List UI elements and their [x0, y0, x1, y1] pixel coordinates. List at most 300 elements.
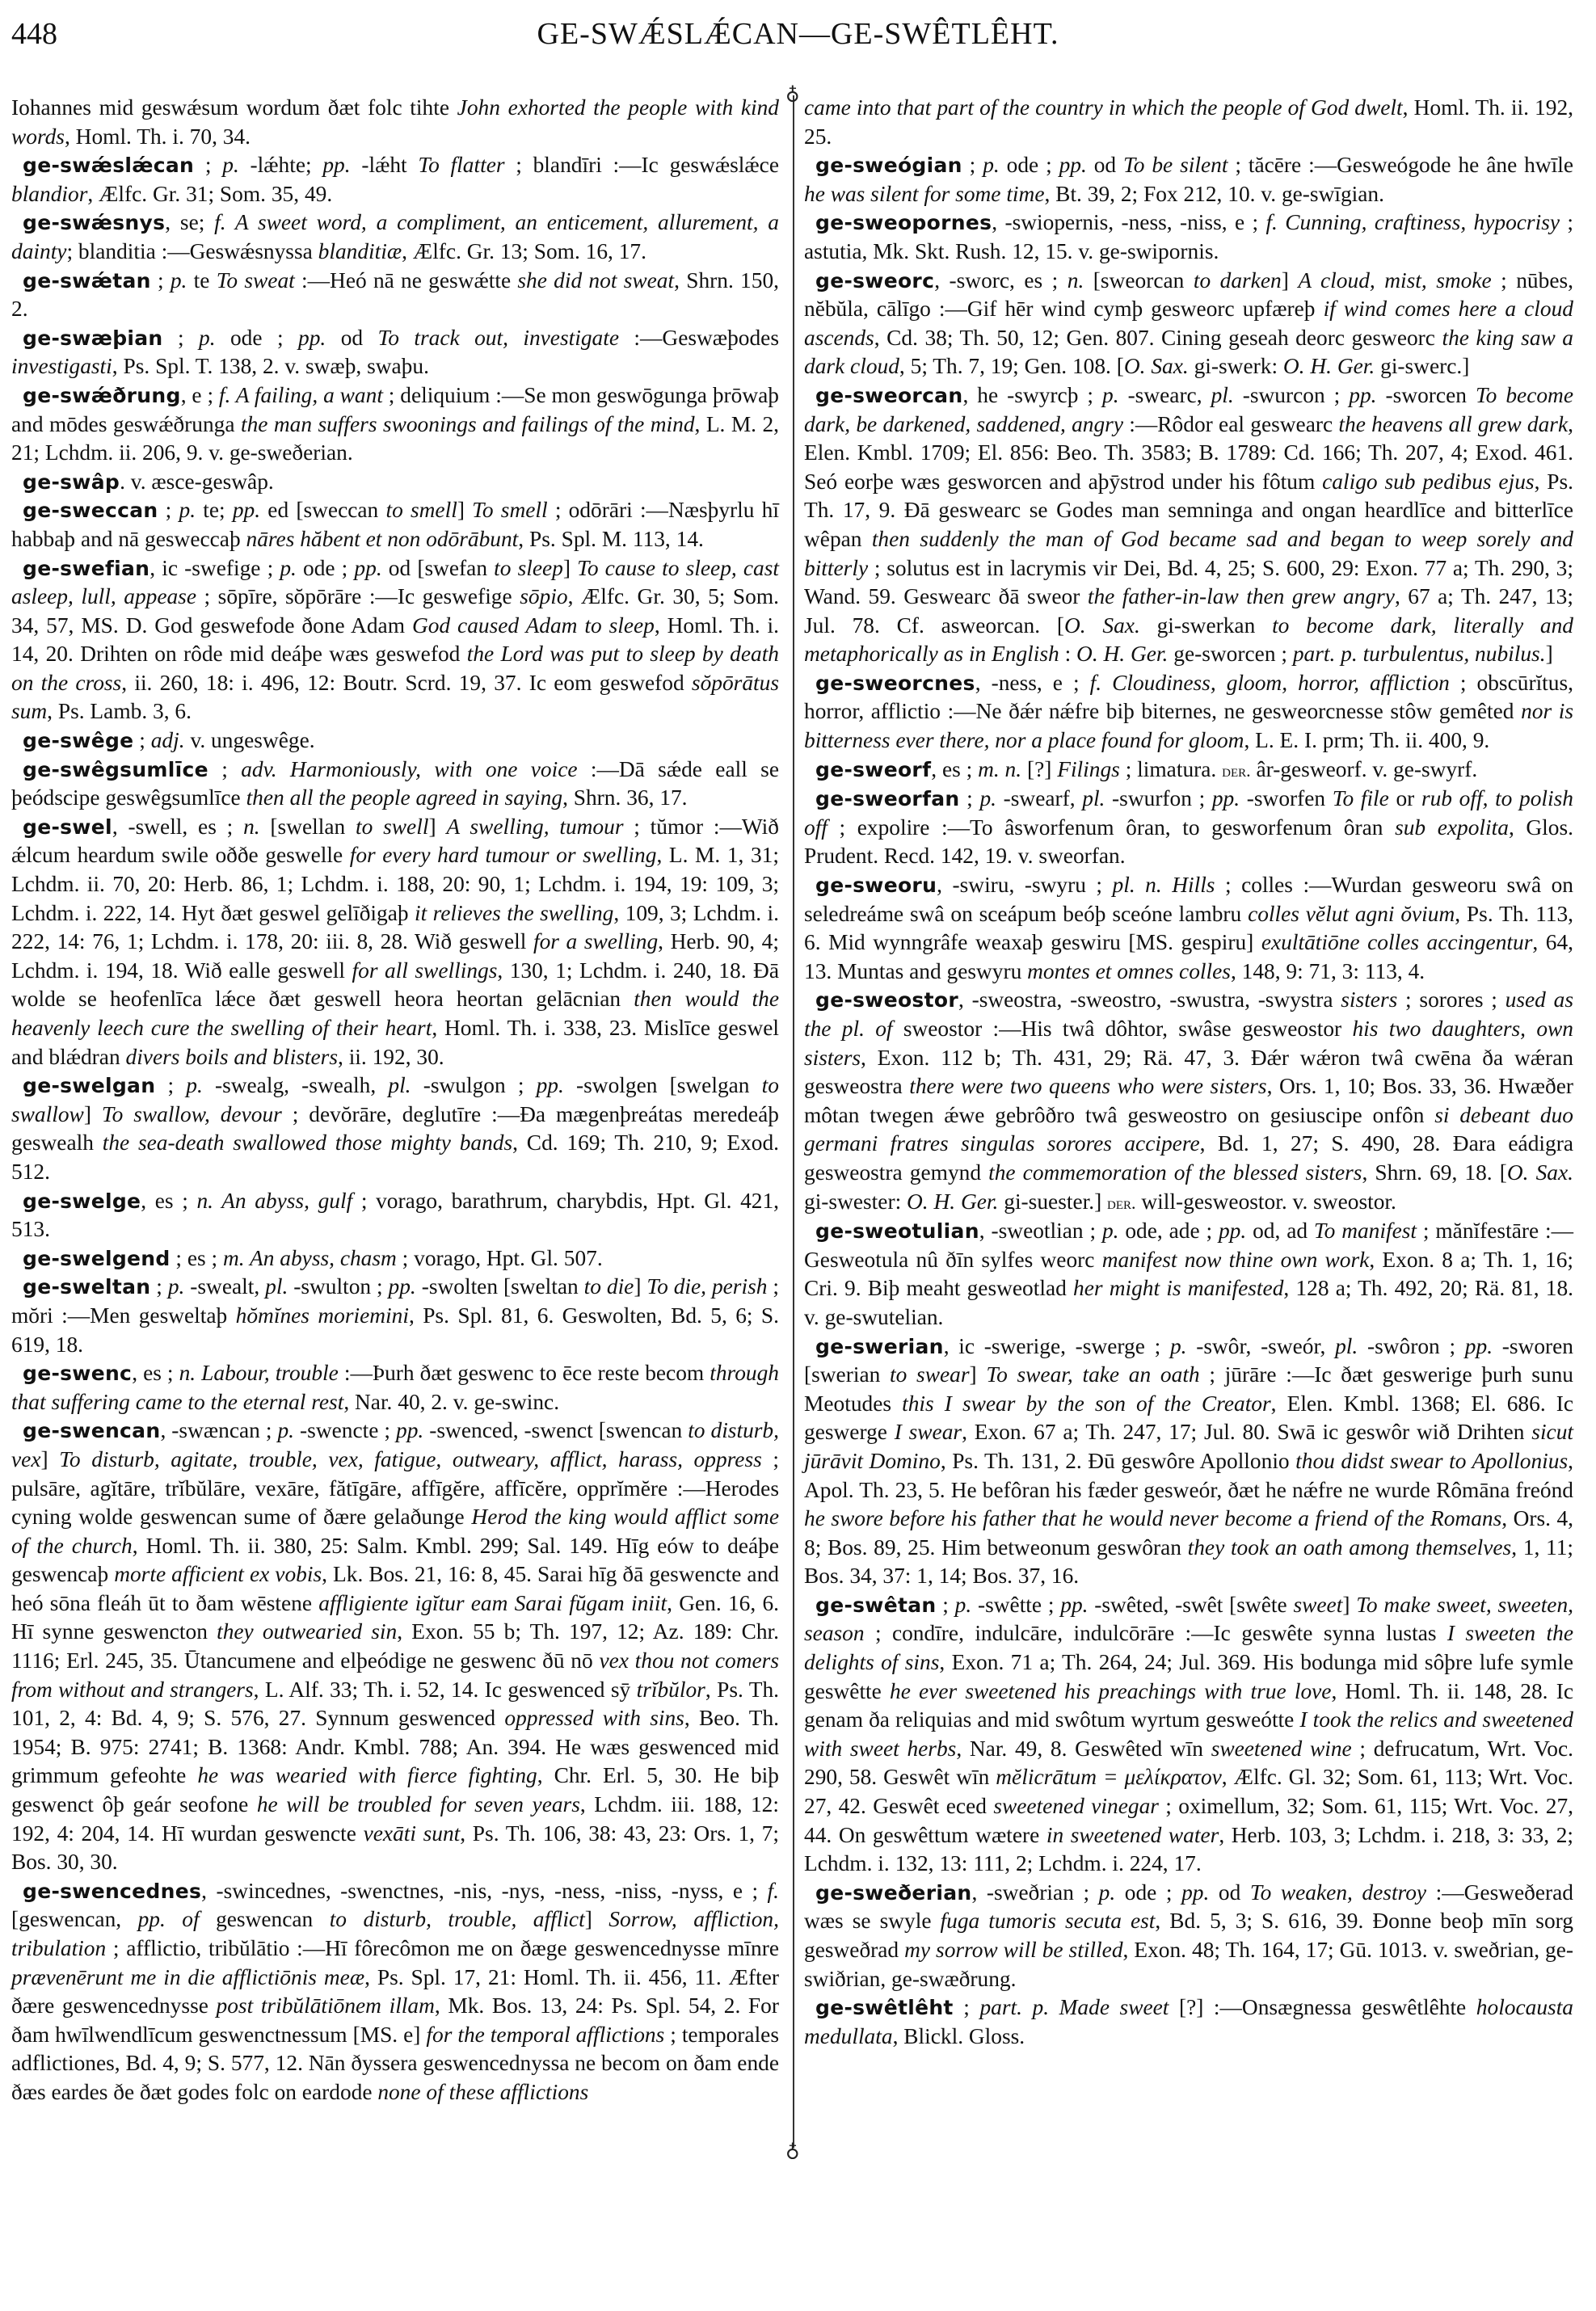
italic-text: vex thou not comers from without and strangers	[11, 1648, 779, 1702]
entry-text: , Ps. Th. 113, 6. Mid wynngrâfe weaxaþ geswiru [MS. gespiru]	[804, 901, 1573, 955]
column-divider	[793, 95, 794, 2148]
dictionary-entry	[11, 324, 779, 381]
italic-text: then all the people agreed in saying	[246, 785, 563, 810]
entry-text: , Ælfc. Gr. 31; Som. 35, 49.	[87, 181, 333, 206]
headword: ge-swencan	[23, 1419, 161, 1443]
dictionary-entry	[804, 986, 1573, 1217]
entry-text: ;	[155, 1073, 187, 1098]
entry-text: , Ps. Th. 17, 9. Ðā geswearc se Godes man semninga and ongan heardlīce and bitterlīce wêpan	[804, 469, 1574, 551]
italic-text: rub off, to polish off	[804, 786, 1573, 840]
italic-text: pp.	[232, 498, 261, 523]
entry-text: te;	[196, 498, 233, 523]
entry-text: , Mk. Bos. 13, 24: Ps. Spl. 54, 2. For ðam hwīlwendlīcum geswenctnessum [MS. e]	[11, 1993, 779, 2047]
italic-text: f. A sweet word, a compliment, an enticement, allurement, a dainty	[11, 210, 779, 263]
italic-text: vexāti sunt	[363, 1821, 461, 1846]
headword: ge-sweccan	[23, 499, 158, 523]
entry-text: ;	[194, 153, 223, 178]
entry-text: ; deliquium :—Se mon geswōgunga þrōwaþ and mōdes geswǽðrunga	[11, 382, 779, 436]
entry-text: gi-suester.]	[998, 1189, 1108, 1214]
entry-text: , -sweotlian ;	[979, 1219, 1102, 1244]
entry-text: -sworcen	[1376, 382, 1476, 407]
italic-text: I took the relics and sweetened with sweet herbs	[804, 1707, 1573, 1761]
entry-text: , Ps. Th. 131, 2. Ðū geswôre Apollonio	[940, 1448, 1296, 1473]
entry-text: :—Heó nā ne geswǽtte	[294, 267, 518, 293]
italic-text: divers boils and blisters	[125, 1044, 338, 1069]
italic-text: the heavens all grew dark	[1338, 411, 1569, 436]
italic-text: pp.	[1181, 1880, 1210, 1905]
entry-text: od, ad	[1246, 1219, 1314, 1244]
entry-text: [sweorcan	[1084, 267, 1194, 293]
entry-text: , Homl. Th. ii. 192, 25.	[804, 95, 1573, 149]
entry-text: ; es ;	[170, 1245, 224, 1270]
entry-text: , Ps. Th. 101, 2, 4: Bd. 4, 9; S. 576, 27. Synnum geswenced	[11, 1677, 779, 1731]
italic-text: pl.	[1082, 786, 1105, 811]
italic-text: p.	[170, 267, 187, 293]
entry-text: , Ælfc. Gr. 13; Som. 16, 17.	[402, 238, 646, 263]
entry-text: , 64, 13. Muntas and geswyru	[804, 930, 1573, 983]
dictionary-entry	[804, 151, 1573, 208]
entry-text: -swencte ;	[294, 1418, 397, 1443]
italic-text: to swallow	[11, 1073, 779, 1126]
italic-text: blanditiæ	[318, 238, 402, 263]
headword: ge-sweorfan	[815, 787, 960, 811]
italic-text: f. Cunning, craftiness, hypocrisy	[1265, 210, 1560, 235]
entry-text: :—Dā sǽde eall se þeódscipe geswêgsumlīce	[11, 756, 779, 810]
entry-text: ;	[150, 1274, 168, 1299]
divider-ornament-top-icon: ♁	[785, 83, 800, 104]
entry-text: -swolgen [swelgan	[563, 1073, 762, 1098]
italic-text: adj.	[150, 728, 185, 753]
italic-text: there were two queens who were sisters	[909, 1074, 1267, 1099]
entry-text: -swealt,	[184, 1274, 266, 1299]
italic-text: the father-in-law then grew angry	[1087, 584, 1395, 609]
entry-text: , Ps. Spl. 17, 21: Homl. Th. ii. 456, 11. Æfter ðære geswencednysse	[11, 1964, 780, 2018]
entry-text: , Ps. Th. 106, 38: 43, 23: Ors. 1, 7; Bos. 30, 30.	[11, 1821, 779, 1875]
entry-text: geswencan	[199, 1907, 330, 1932]
entry-text: , L. M. 2, 21; Lchdm. ii. 206, 9. v. ge-sweðerian.	[11, 411, 779, 465]
entry-text: , es ;	[141, 1188, 197, 1213]
italic-text: O. H. Ger.	[1076, 642, 1169, 667]
italic-text: pl.	[388, 1073, 411, 1098]
headword: ge-swelge	[23, 1189, 141, 1213]
dictionary-entry	[804, 785, 1573, 871]
italic-text: m. n.	[978, 756, 1022, 781]
page-header	[11, 16, 1585, 65]
italic-text: exultātiōne colles accingentur	[1261, 930, 1533, 955]
italic-text: p.	[1169, 1333, 1187, 1358]
italic-text: to swell	[356, 814, 429, 839]
entry-text: od	[1086, 153, 1124, 178]
italic-text: n. Labour, trouble	[179, 1361, 339, 1386]
entry-text: , Cd. 169; Th. 210, 9; Exod. 512.	[11, 1130, 780, 1184]
entry-text: , ic -swefige ;	[149, 555, 280, 580]
entry-text: , Lk. Bos. 21, 16: 8, 45. Sarai hīg ðā geswencte and heó sōna fleáh ūt to ðam wēstene	[11, 1562, 779, 1615]
entry-text: , Exon. 67 a; Th. 247, 17; Jul. 80. Swā ic geswôr wið Drihten	[962, 1420, 1532, 1445]
entry-text: :—Gesweðerad wæs se swyle	[804, 1880, 1573, 1934]
headword: ge-sweorf	[815, 757, 932, 781]
headword: ge-sweostor	[815, 988, 958, 1012]
entry-text: ; colles :—Wurdan gesweoru swâ on seledreáme swâ on sceápum beóþ sceóne lambru	[804, 873, 1573, 926]
italic-text: pp.	[1211, 786, 1240, 811]
entry-text: ;	[150, 267, 171, 293]
entry-text: , L. Alf. 33; Th. i. 52, 14. Ic geswenced sȳ	[253, 1677, 637, 1702]
entry-text: , es ;	[931, 756, 979, 781]
entry-text: , L. E. I. prm; Th. ii. 400, 9.	[1244, 728, 1490, 753]
italic-text: used as the pl. of	[804, 987, 1573, 1041]
entry-text: te	[187, 267, 217, 293]
headword: ge-sweðerian	[815, 1880, 972, 1905]
entry-text: , Homl. Th. i. 70, 34.	[64, 124, 251, 149]
entry-text: ]	[584, 1907, 609, 1932]
italic-text: thou didst swear to Apollonius	[1295, 1448, 1569, 1473]
italic-text: sŏpōrātus sum	[11, 670, 779, 724]
entry-text: -swôron ;	[1358, 1333, 1465, 1358]
italic-text: to swear	[890, 1362, 970, 1387]
entry-text: ode ;	[1115, 1880, 1182, 1905]
italic-text: this I swear by the son of the Creator	[902, 1391, 1271, 1416]
italic-text: prævenērunt me in die afflictiōnis meæ	[11, 1964, 365, 1989]
italic-text: p.	[1102, 382, 1119, 407]
italic-text: mĕlicrātum = μελίκρατον	[996, 1765, 1222, 1790]
headword: ge-swelgend	[23, 1246, 171, 1270]
entry-text: -swurcon ;	[1233, 382, 1350, 407]
italic-text: sweetened wine	[1211, 1736, 1352, 1761]
italic-text: m. An abyss, chasm	[223, 1245, 397, 1270]
headword: ge-sweorcan	[815, 383, 963, 407]
italic-text: for a swelling	[533, 929, 659, 954]
entry-text: , -sweostra, -sweostro, -swustra, -swystra	[958, 987, 1341, 1012]
entry-text: :—Geswæþodes	[619, 325, 779, 350]
entry-text: ]	[1281, 267, 1299, 293]
entry-text: ; pulsāre, agĭtāre, trĭbŭlāre, vexāre, fătīgāre, affīgĕre, affīcĕre, opprĭmĕre :—Herodes cyning wolde geswencan sume of ðære gelaðunge	[11, 1446, 779, 1530]
entry-text: , Ælfc. Gr. 30, 5; Som. 34, 57, MS. D. God geswefode ðone Adam	[11, 584, 779, 638]
dictionary-entry	[804, 669, 1573, 756]
italic-text: to disturb, trouble, afflict	[329, 1907, 585, 1932]
page-number: 448	[11, 17, 57, 51]
divider-ornament-bottom-icon: ♁	[785, 2141, 800, 2162]
italic-text: in sweetened water	[1046, 1822, 1219, 1847]
entry-text: Iohannes mid geswǽsum wordum ðæt folc tihte	[11, 95, 457, 120]
italic-text: caligo sub pedibus ejus	[1322, 469, 1535, 494]
entry-text: -swearf,	[996, 786, 1083, 811]
entry-text: ]	[634, 1274, 647, 1299]
entry-text: , Bd. 1, 27; S. 490, 28. Ðara eádigra gesweostra gemynd	[804, 1131, 1573, 1185]
entry-text: , Shrn. 36, 17.	[562, 785, 688, 810]
entry-text: ]	[969, 1362, 987, 1387]
entry-text: , Herb. 90, 4; Lchdm. i. 194, 18. Wið ealle geswell	[11, 929, 779, 983]
entry-text: , Ps. Spl. T. 138, 2. v. swæþ, swaþu.	[112, 354, 429, 379]
italic-text: pp.	[354, 555, 382, 580]
entry-text: ;	[962, 153, 983, 178]
entry-text: -sworfen	[1240, 786, 1333, 811]
headword: ge-swâp	[23, 469, 120, 494]
italic-text: O. Sax.	[1506, 1160, 1573, 1185]
italic-text: pp. of	[137, 1907, 200, 1932]
entry-text: , Herb. 103, 3; Lchdm. i. 218, 3: 33, 2; Lchdm. i. 132, 13: 111, 2; Lchdm. i. 224, 17.	[804, 1822, 1574, 1876]
dictionary-entry	[11, 468, 779, 497]
italic-text: sōpio	[520, 584, 568, 609]
entry-text: -lǽht	[350, 153, 419, 178]
entry-text: , he -swyrcþ ;	[962, 382, 1103, 407]
italic-text: post tribŭlātiōnem illam	[216, 1993, 435, 2018]
entry-text: , -sworc, es ;	[934, 267, 1068, 293]
entry-text: -swealg, -swealh,	[202, 1073, 389, 1098]
dictionary-entry	[804, 1993, 1573, 2051]
entry-text: , Nar. 49, 8. Geswêted wīn	[956, 1736, 1211, 1761]
italic-text: To be silent	[1123, 153, 1228, 178]
dictionary-entry	[11, 554, 779, 727]
entry-text: [?] :—Onsægnessa geswêtlêhte	[1169, 1995, 1476, 2020]
italic-text: O. Sax.	[1063, 612, 1140, 638]
entry-text: -swenced, -swenct [swencan	[423, 1418, 689, 1443]
entry-text: ; limatura.	[1119, 756, 1223, 781]
italic-text: To swallow, devour	[101, 1101, 282, 1126]
entry-text: , -ness, e ;	[975, 670, 1090, 695]
entry-text: , Exon. 8 a; Th. 1, 16; Cri. 9. Biþ meaht gesweotlad	[804, 1247, 1574, 1301]
headword: ge-swǽðrung	[23, 383, 181, 407]
entry-text: ; blandīri :—Ic geswǽslǽce	[504, 153, 779, 178]
entry-text: , 130, 1; Lchdm. i. 240, 18. Ðā wolde se heofenlīca lǽce ðæt geswell heora heortan gelācnian	[11, 958, 779, 1012]
headword: ge-swǽsnys	[23, 211, 166, 235]
entry-text: , ii. 260, 18: i. 496, 12: Boutr. Scrd. 19, 37. Ic eom geswefod	[121, 670, 692, 695]
dictionary-entry	[11, 1187, 779, 1244]
entry-text: ode ;	[215, 325, 299, 350]
italic-text: To become dark, be darkened, saddened, angry	[804, 382, 1573, 436]
entry-text: , Lchdm. iii. 188, 12: 192, 4: 204, 14. Hī wurdan geswencte	[11, 1792, 779, 1846]
dictionary-entry	[11, 267, 779, 324]
italic-text: pl.	[1335, 1333, 1358, 1358]
entry-text: ]	[562, 555, 578, 580]
italic-text: f. Cloudiness, gloom, horror, affliction	[1089, 670, 1450, 695]
italic-text: God caused Adam to sleep	[411, 612, 655, 638]
entry-text: :—Þurh ðæt geswenc to ēce reste becom	[338, 1361, 710, 1386]
entry-text: gi-swerk:	[1188, 354, 1283, 379]
headword: ge-sweorcnes	[815, 671, 975, 695]
italic-text: To manifest	[1313, 1219, 1417, 1244]
italic-text: pp.	[1060, 1592, 1089, 1617]
headword: ge-swêge	[23, 729, 134, 753]
headword: ge-swêtlêht	[815, 1996, 954, 2020]
entry-text: , Homl. Th. ii. 380, 25: Salm. Kmbl. 299; Sal. 149. Hīg eów to deáþe geswencaþ	[11, 1533, 779, 1587]
italic-text: nor is bitterness ever there, nor a place found for gloom	[804, 699, 1573, 753]
entry-text: ; devŏrāre, deglutīre :—Ða mægenþreátas meredeáþ geswealh	[11, 1101, 779, 1156]
italic-text: p.	[983, 153, 1000, 178]
italic-text: sisters	[1341, 987, 1398, 1012]
headword: ge-swelgan	[23, 1074, 156, 1098]
left-column	[11, 94, 779, 2107]
entry-text: , Elen. Kmbl. 1368; El. 686. Ic geswerge	[804, 1391, 1574, 1445]
entry-text: ;	[162, 325, 200, 350]
italic-text: p.	[199, 325, 216, 350]
headword: ge-swæþian	[23, 326, 163, 350]
dictionary-entry	[11, 381, 779, 468]
entry-text: ode ;	[999, 153, 1059, 178]
entry-text: , Homl. Th. i. 338, 23. Mislīce geswel and blǽdran	[11, 1016, 779, 1069]
dictionary-entry	[804, 1879, 1573, 1993]
entry-text: -swêted, -swêt [swête	[1088, 1592, 1294, 1617]
italic-text: investigasti	[11, 354, 112, 379]
italic-text: To file	[1332, 786, 1389, 811]
headword: ge-swenc	[23, 1362, 133, 1386]
headword: ge-sweltan	[23, 1275, 151, 1299]
entry-text: âr-gesweorf. v. ge-swyrf.	[1250, 756, 1478, 781]
entry-text: , Bt. 39, 2; Fox 212, 10. v. ge-swīgian.	[1044, 181, 1384, 206]
entry-text: , Apol. Th. 23, 5. He befôran his fæder gesweór, ðæt he nǽfre ne wurde Rômāna freónd	[804, 1448, 1573, 1502]
italic-text: it relieves the swelling	[415, 900, 614, 925]
dictionary-entry	[11, 756, 779, 813]
entry-text: , Gen. 16, 6. Hī synne geswencton	[11, 1590, 779, 1644]
dictionary-entry	[11, 151, 779, 208]
entry-text: . v. æsce-geswâp.	[120, 469, 274, 494]
headword: ge-swêgsumlīce	[23, 757, 208, 781]
entry-text: , 148, 9: 71, 3: 113, 4.	[1230, 958, 1425, 983]
entry-text: ed [sweccan	[260, 498, 386, 523]
entry-text: od	[326, 325, 378, 350]
entry-text: , L. M. 1, 31; Lchdm. ii. 70, 20: Herb. 86, 1; Lchdm. i. 188, 20: 90, 1; Lchdm. i. 194, 19: 109, 3; Lchdm. i. 222, 14. Hyt ðæt geswel gelīðigaþ	[11, 843, 779, 925]
entry-text: ]	[83, 1101, 102, 1126]
entry-text: :—Rôdor eal geswearc	[1123, 411, 1339, 436]
italic-text: to become dark, literally and metaphorically as in English	[804, 612, 1574, 667]
dictionary-entry	[804, 208, 1573, 266]
entry-text: ; sōpīre, sŏpōrāre :—Ic geswefige	[196, 584, 520, 609]
italic-text: I swear	[894, 1420, 962, 1445]
italic-text: John exhorted the people with kind words	[11, 95, 780, 149]
italic-text: none of these afflictions	[377, 2079, 589, 2104]
italic-text: he swore before his father that he would never become a friend of the Romans	[804, 1506, 1502, 1531]
entry-text: , Exon. 48; Th. 164, 17; Gū. 1013. v. sweðrian, ge-swiðrian, ge-swæðrung.	[804, 1938, 1573, 1991]
italic-text: A cloud, mist, smoke	[1298, 267, 1492, 293]
entry-text: , es ;	[132, 1361, 179, 1386]
italic-text: my sorrow will be stilled	[904, 1938, 1123, 1962]
entry-text: [geswencan,	[11, 1907, 138, 1932]
entry-text: -swôr, -sweór,	[1186, 1333, 1336, 1358]
headword: ge-swefian	[23, 556, 150, 580]
headword: ge-swerian	[815, 1334, 944, 1358]
entry-text: , se;	[165, 210, 215, 235]
entry-text: ;	[158, 498, 179, 523]
headword: ge-sweógian	[815, 154, 962, 178]
dictionary-entry	[804, 1591, 1573, 1879]
entry-text: ; sorores ;	[1397, 987, 1505, 1012]
italic-text: n.	[1067, 267, 1084, 293]
italic-text: morte afficient ex vobis	[114, 1562, 322, 1587]
headword: ge-sweopornes	[815, 211, 992, 235]
entry-text: ;	[208, 756, 242, 781]
entry-text: ; blanditia :—Geswǽsnyssa	[66, 238, 318, 263]
dictionary-entry	[11, 1071, 779, 1186]
entry-text: ]	[40, 1446, 60, 1471]
entry-text: , Homl. Th. i. 14, 20. Drihten on rôde mid deáþe wæs geswefod	[11, 612, 779, 667]
italic-text: he ever sweetened his preachings with true love	[890, 1678, 1332, 1703]
italic-text: pp.	[396, 1418, 424, 1443]
entry-text: ; vorago, barathrum, charybdis, Hpt. Gl. 421, 513.	[11, 1188, 780, 1242]
italic-text: pl.	[1211, 382, 1234, 407]
entry-text: ; oximellum, 32; Som. 61, 115; Wrt. Voc. 27, 44. On geswêttum wætere	[804, 1794, 1573, 1847]
italic-text: To die, perish	[646, 1274, 768, 1299]
italic-text: pp.	[536, 1073, 564, 1098]
entry-text: -swêtte ;	[971, 1592, 1061, 1617]
dictionary-entry	[804, 1332, 1573, 1591]
small-caps-text: der.	[1222, 760, 1251, 781]
italic-text: p.	[979, 786, 996, 811]
italic-text: adv. Harmoniously, with one voice	[241, 756, 578, 781]
entry-text: ; defrucatum, Wrt. Voc. 290, 58. Geswêt wīn	[804, 1736, 1573, 1790]
entry-text: , Ors. 1, 10; Bos. 33, 36. Hwæðer môtan twegen ǽwe gebrôðro twâ gesweostro on gesiuscipe onfôn	[804, 1074, 1573, 1127]
entry-text: , -swæncan ;	[160, 1418, 278, 1443]
italic-text: trĭbŭlor	[636, 1677, 705, 1702]
entry-text: , -swiopernis, -ness, -niss, e ;	[992, 210, 1266, 235]
dictionary-entry	[11, 496, 779, 554]
entry-text: -swolten [sweltan	[415, 1274, 584, 1299]
italic-text: pp.	[1349, 382, 1377, 407]
entry-text: ; astutia, Mk. Skt. Rush. 12, 15. v. ge-swipornis.	[804, 210, 1573, 263]
entry-text: or	[1388, 786, 1421, 811]
entry-text: gi-swerc.]	[1375, 354, 1470, 379]
italic-text: the commemoration of the blessed sisters	[988, 1160, 1362, 1185]
entry-text: , Shrn. 69, 18. [	[1362, 1160, 1507, 1185]
headword: ge-swǽtan	[23, 268, 151, 293]
dictionary-entry-continuation	[11, 94, 779, 151]
italic-text: montes et omnes colles	[1027, 958, 1231, 983]
dictionary-entry	[11, 813, 779, 1071]
italic-text: To sweat	[216, 267, 295, 293]
italic-text: blandior	[11, 181, 88, 206]
italic-text: manifest now thine own work	[1101, 1247, 1370, 1272]
entry-text: -sworen [swerian	[804, 1333, 1574, 1387]
entry-text: ;	[936, 1592, 955, 1617]
entry-text: , Ors. 4, 8; Bos. 89, 25. Him betweonum geswôran	[804, 1506, 1573, 1560]
entry-text: , Homl. Th. ii. 148, 28. Ic genam ða reliquias and mid swôtum wyrtum gesweótte	[804, 1678, 1573, 1732]
italic-text: f. A failing, a want	[218, 382, 383, 407]
italic-text: pp.	[322, 153, 351, 178]
entry-text: ; expolire :—To âsworfenum ôran, to gesworfenum ôran	[827, 815, 1396, 840]
italic-text: sweet	[1293, 1592, 1343, 1617]
italic-text: p.	[954, 1592, 972, 1617]
headword: ge-swêtan	[815, 1593, 937, 1617]
entry-text: gi-swester:	[804, 1189, 907, 1214]
entry-text: , 128 a; Th. 492, 20; Rä. 81, 18. v. ge-swutelian.	[804, 1276, 1574, 1329]
entry-text: [?]	[1021, 756, 1058, 781]
headword: ge-sweotulian	[815, 1219, 979, 1244]
entry-text: ; jūrāre :—Ic ðæt geswerige þurh sunu Meotudes	[804, 1362, 1573, 1416]
italic-text: to smell	[385, 498, 457, 523]
entry-text: ]	[1545, 642, 1553, 667]
entry-text: , 109, 3; Lchdm. i. 222, 14: 76, 1; Lchdm. i. 178, 20: iii. 8, 28. Wið geswell	[11, 900, 779, 954]
italic-text: To disturb, agitate, trouble, vex, fatigue, outweary, afflict, harass, oppress	[59, 1446, 762, 1471]
italic-text: pl.	[265, 1274, 288, 1299]
italic-text: p.	[1101, 1219, 1119, 1244]
entry-text: ode, ade ;	[1118, 1219, 1219, 1244]
italic-text: I sweeten the delights of sins	[804, 1621, 1573, 1675]
italic-text: the Lord was put to sleep by death on the cross	[11, 642, 780, 695]
italic-text: n.	[243, 814, 260, 839]
italic-text: p.	[1098, 1880, 1116, 1905]
entry-text: -swulgon ;	[411, 1073, 537, 1098]
dictionary-entry	[11, 726, 779, 756]
dictionary-entry	[11, 1359, 779, 1416]
entry-text: , Elen. Kmbl. 1709; El. 856: Beo. Th. 3583; B. 1789: Cd. 166; Th. 207, 4; Exod. 461. Seó eorþe wæs gesworcen and aþȳstrod under his fôtum	[804, 411, 1573, 494]
italic-text: the king saw a dark cloud	[804, 325, 1573, 379]
italic-text: sweetened vinegar	[993, 1794, 1159, 1819]
entry-text: , -swell, es ;	[112, 814, 244, 839]
italic-text: O. H. Ger.	[907, 1189, 999, 1214]
entry-text: v. ungeswêge.	[184, 728, 315, 753]
entry-text: , 5; Th. 7, 19; Gen. 108. [	[899, 354, 1124, 379]
entry-text: , Ps. Spl. 81, 6. Geswolten, Bd. 5, 6; S. 619, 18.	[11, 1303, 779, 1357]
italic-text: he will be troubled for seven years	[256, 1792, 580, 1817]
italic-text: the man suffers swoonings and failings of the mind	[240, 411, 695, 436]
italic-text: affligiente igĭtur eam Sarai fŭgam iniit	[318, 1590, 667, 1615]
